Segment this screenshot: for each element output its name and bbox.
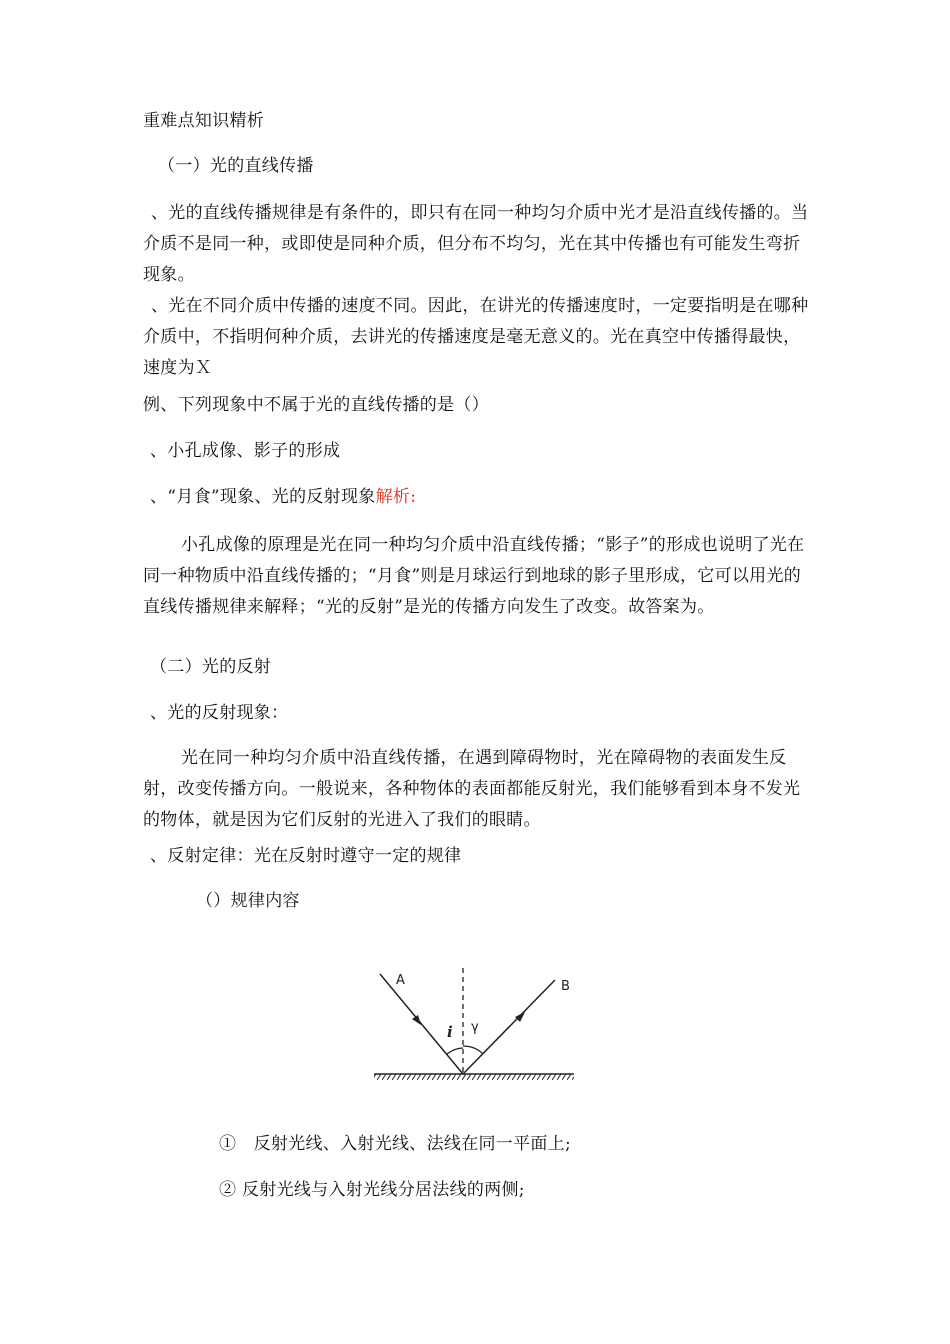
rule-2: ② 反射光线与入射光线分居法线的两侧; [219, 1180, 525, 1200]
incidence-angle-arc [447, 1048, 463, 1054]
reflection-paragraph: 光在同一种均匀介质中沿直线传播，在遇到障碍物时，光在障碍物的表面发生反射，改变传播方向。一般说来，各种物体的表面都能反射光，我们能够看到本身不发光的物体，就是因为它们反射的光进入了我们的眼睛。 [143, 748, 801, 830]
label-b: B [561, 979, 570, 994]
option-b [150, 482, 820, 513]
reflection-law-title: 、反射定律：光在反射时遵守一定的规律 [150, 846, 462, 866]
paragraph-light-speed: 、光在不同介质中传播的速度不同。因此，在讲光的传播速度时，一定要指明是在哪种介质中，不指明何种介质，去讲光的传播速度是毫无意义的。光在真空中传播得最快，速度为Ｘ [143, 296, 809, 378]
analysis-label: 解析: [375, 487, 417, 507]
mirror-hatching [374, 1074, 574, 1080]
reflected-arrow-icon [515, 1012, 525, 1022]
rule-1: ① 反射光线、入射光线、法线在同一平面上; [219, 1134, 572, 1154]
option-a: 、小孔成像、影子的形成 [150, 441, 341, 461]
reflection-angle-arc [463, 1046, 483, 1054]
label-reflection-angle: γ [471, 1020, 479, 1035]
law-content-subtitle: （）规律内容 [196, 891, 300, 911]
analysis-paragraph: 小孔成像的原理是光在同一种均匀介质中沿直线传播；“影子”的形成也说明了光在同一种物质中沿直线传播的；“月食”则是月球运行到地球的影子里形成，它可以用光的直线传播规律来解释；“光的反射”是光的传播方向发生了改变。故答案为。 [143, 535, 805, 617]
section-title-straight-line: （一）光的直线传播 [158, 156, 314, 176]
heading: 重难点知识精析 [143, 111, 265, 131]
reflection-phenomenon-title: 、光的反射现象： [150, 703, 289, 723]
reflection-diagram [372, 966, 577, 1081]
section-title-reflection: （二）光的反射 [150, 657, 272, 677]
example-question: 例、下列现象中不属于光的直线传播的是（） [143, 395, 489, 415]
incident-arrow-icon [412, 1015, 421, 1025]
reflection-diagram-svg [372, 966, 577, 1081]
label-a: A [396, 973, 405, 988]
option-b-text: 、“月食”现象、光的反射现象 [150, 487, 376, 507]
paragraph-straight-line-condition: 、光的直线传播规律是有条件的，即只有在同一种均匀介质中光才是沿直线传播的。当介质不是同一种，或即使是同种介质，但分布不均匀，光在其中传播也有可能发生弯折现象。 [143, 203, 809, 285]
label-incidence-angle: i [447, 1023, 453, 1041]
